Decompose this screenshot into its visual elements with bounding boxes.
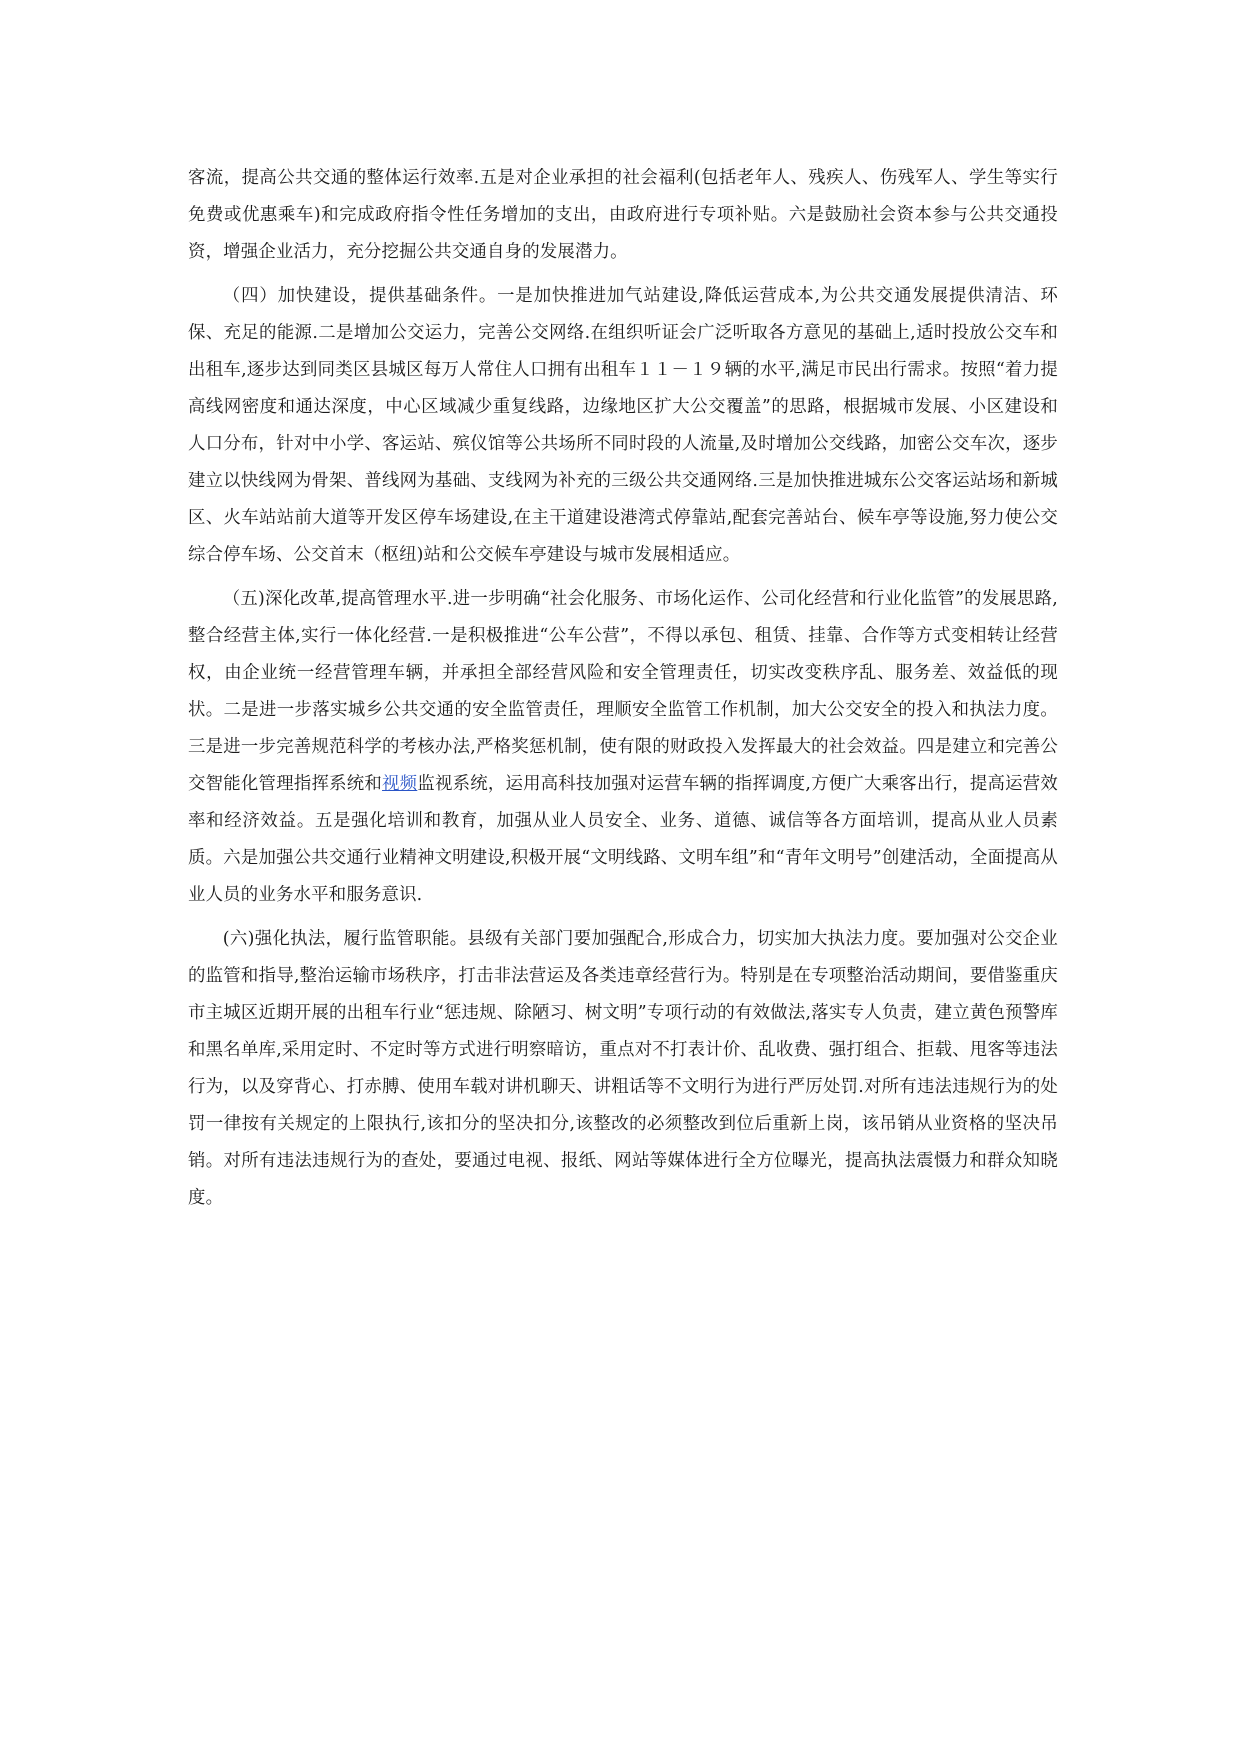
paragraph-section-6: (六)强化执法，履行监管职能。县级有关部门要加强配合,形成合力，切实加大执法力度。要加强对公交企业的监管和指导,整治运输市场秩序，打击非法营运及各类违章经营行为。特别是在专项整治活动期间，要借鉴重庆市主城区近期开展的出租车行业“惩违规、除陋习、树文明”专项行动的有效做法,落实专人负责，建立黄色预警库和黑名单库,采用定时、不定时等方式进行明察暗访，重点对不打表计价、乱收费、强打组合、拒载、甩客等违法行为，以及穿背心、打赤膊、使用车载对讲机聊天、讲粗话等不文明行为进行严厉处罚.对所有违法违规行为的处罚一律按有关规定的上限执行,该扣分的坚决扣分,该整改的必须整改到位后重新上岗，该吊销从业资格的坚决吊销。对所有违法违规行为的查处，要通过电视、报纸、网站等媒体进行全方位曝光，提高执法震慑力和群众知晓度。 — [188, 929, 1058, 1208]
video-link[interactable]: 视频 — [382, 774, 418, 794]
document-page — [188, 160, 1058, 1224]
paragraph-section-5-after-link: 监视系统，运用高科技加强对运营车辆的指挥调度,方便广大乘客出行，提高运营效率和经济效益。五是强化培训和教育，加强从业人员安全、业务、道德、诚信等各方面培训，提高从业人员素质。六是加强公共交通行业精神文明建设,积极开展“文明线路、文明车组”和“青年文明号”创建活动，全面提高从业人员的业务水平和服务意识. — [188, 774, 1059, 905]
paragraph-section-5-before-link: （五)深化改革,提高管理水平.进一步明确“社会化服务、市场化运作、公司化经营和行业化监管”的发展思路,整合经营主体,实行一体化经营.一是积极推进“公车公营”，不得以承包、租赁、挂靠、合作等方式变相转让经营权，由企业统一经营管理车辆，并承担全部经营风险和安全管理责任，切实改变秩序乱、服务差、效益低的现状。二是进一步落实城乡公共交通的安全监管责任，理顺安全监管工作机制，加大公交安全的投入和执法力度。三是进一步完善规范科学的考核办法,严格奖惩机制，使有限的财政投入发挥最大的社会效益。四是建立和完善公交智能化管理指挥系统和 — [188, 589, 1058, 794]
paragraph-section-4: （四）加快建设，提供基础条件。一是加快推进加气站建设,降低运营成本,为公共交通发展提供清洁、环保、充足的能源.二是增加公交运力，完善公交网络.在组织听证会广泛听取各方意见的基础上,适时投放公交车和出租车,逐步达到同类区县城区每万人常住人口拥有出租车１１－１９辆的水平,满足市民出行需求。按照“着力提高线网密度和通达深度，中心区域减少重复线路，边缘地区扩大公交覆盖”的思路，根据城市发展、小区建设和人口分布，针对中小学、客运站、殡仪馆等公共场所不同时段的人流量,及时增加公交线路，加密公交车次，逐步建立以快线网为骨架、普线网为基础、支线网为补充的三级公共交通网络.三是加快推进城东公交客运站场和新城区、火车站站前大道等开发区停车场建设,在主干道建设港湾式停靠站,配套完善站台、候车亭等设施,努力使公交综合停车场、公交首末（枢纽)站和公交候车亭建设与城市发展相适应。 — [188, 286, 1058, 565]
paragraph-continuation: 客流，提高公共交通的整体运行效率.五是对企业承担的社会福利(包括老年人、残疾人、伤残军人、学生等实行免费或优惠乘车)和完成政府指令性任务增加的支出，由政府进行专项补贴。六是鼓励社会资本参与公共交通投资，增强企业活力，充分挖掘公共交通自身的发展潜力。 — [188, 168, 1058, 262]
paragraph-section-5 — [188, 581, 1058, 914]
